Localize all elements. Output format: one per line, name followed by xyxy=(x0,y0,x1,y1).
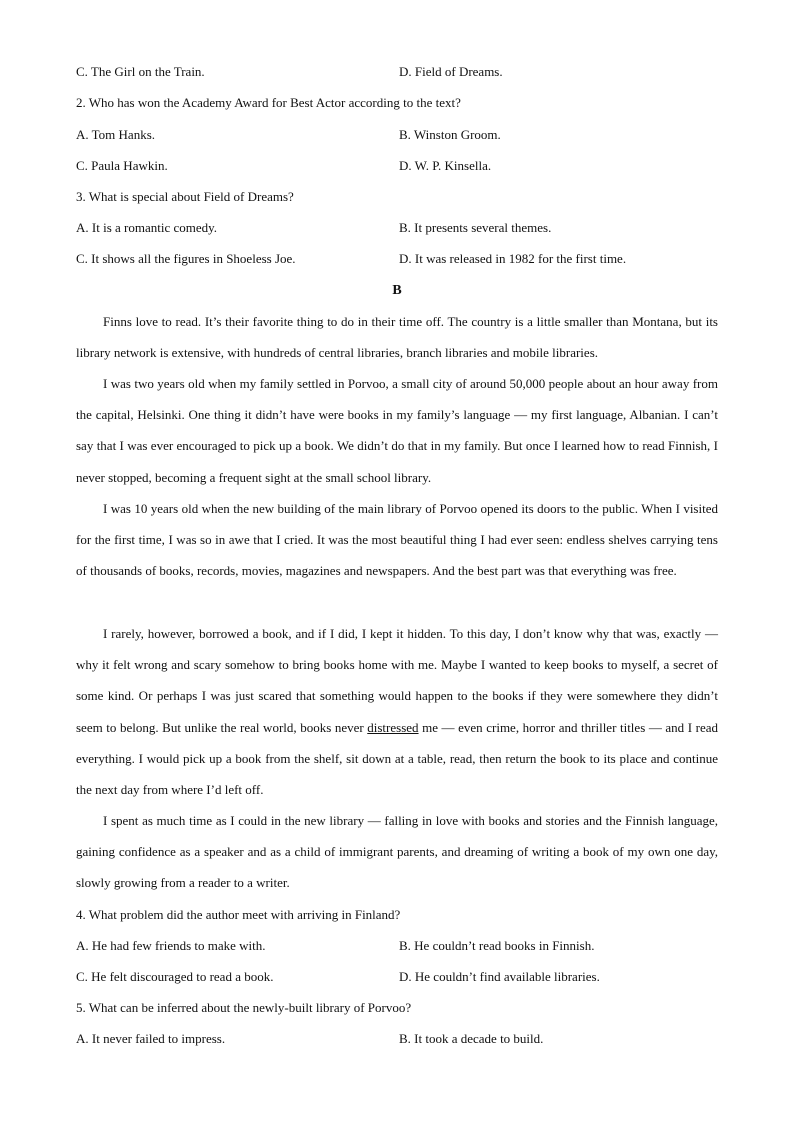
paragraph-1 xyxy=(76,306,718,368)
q3-option-b: B. It presents several themes. xyxy=(399,220,552,235)
q4-option-a: A. He had few friends to make with. xyxy=(76,938,266,953)
question-4: 4. What problem did the author meet with arriving in Finland? xyxy=(76,907,401,922)
question-5: 5. What can be inferred about the newly-built library of Porvoo? xyxy=(76,1000,412,1015)
q2-option-b: B. Winston Groom. xyxy=(399,127,501,142)
q3-option-a: A. It is a romantic comedy. xyxy=(76,220,218,235)
q5-option-b: B. It took a decade to build. xyxy=(399,1031,544,1046)
q3-option-d: D. It was released in 1982 for the first time. xyxy=(399,251,627,266)
paragraph-3 xyxy=(76,493,718,587)
paragraph-2-text: I was two years old when my family settled in Porvoo, a small city of around 50,000 people about an hour away from the capital, Helsinki. One thing it didn’t have were books in my family’s language — my first language, Albanian. I can’t say that I was ever encouraged to pick up a book. We didn’t do that in my family. But once I learned how to read Finnish, I never stopped, becoming a frequent sight at the small school library. xyxy=(76,376,718,485)
paragraph-1-text: Finns love to read. It’s their favorite thing to do in their time off. The country is a little smaller than Montana, but its library network is extensive, with hundreds of central libraries, branch libraries and mobile libraries. xyxy=(76,314,718,361)
paragraph-4-text-end: me — even crime, horror and thriller titles — and I read everything. I would pick up a book from the shelf, sit down at a table, read, then return the book to its place and continue the next day from where I’d left off. xyxy=(76,719,718,798)
paragraph-4 xyxy=(76,618,718,805)
q4-option-b: B. He couldn’t read books in Finnish. xyxy=(399,938,595,953)
q1-option-d: D. Field of Dreams. xyxy=(399,64,503,79)
q4-option-d: D. He couldn’t find available libraries. xyxy=(399,969,600,984)
q3-option-c: C. It shows all the figures in Shoeless Joe. xyxy=(76,251,296,266)
question-2: 2. Who has won the Academy Award for Best Actor according to the text? xyxy=(76,95,461,110)
question-3: 3. What is special about Field of Dreams? xyxy=(76,189,294,204)
section-title: B xyxy=(392,283,402,298)
paragraph-3-text: I was 10 years old when the new building of the main library of Porvoo opened its doors to the public. When I visited for the first time, I was so in awe that I cried. It was the most beautiful thing I had ever seen: endless shelves carrying tens of thousands of books, records, movies, magazines and newspapers. And the best part was that everything was free. xyxy=(76,501,718,579)
underlined-word: distressed xyxy=(367,719,419,735)
q1-option-c: C. The Girl on the Train. xyxy=(76,64,205,79)
paragraph-5 xyxy=(76,805,718,899)
q2-option-c: C. Paula Hawkin. xyxy=(76,158,168,173)
q2-option-d: D. W. P. Kinsella. xyxy=(399,158,492,173)
paragraph-4-text-start: I rarely, however, borrowed a book, and if I did, I kept it hidden. To this day, I don’t know why that was, exactly — why it felt wrong and scary somehow to bring books home with me. Maybe I wanted to keep books to myself, a secret of some kind. Or perhaps I was just scared that something would happen to the books if they were somewhere they didn’t seem to belong. But unlike the real world, books never xyxy=(76,626,718,735)
q2-option-a: A. Tom Hanks. xyxy=(76,127,156,142)
paragraph-5-text: I spent as much time as I could in the new library — falling in love with books and stories and the Finnish language, gaining confidence as a speaker and as a child of immigrant parents, and dreaming of writing a book of my own one day, slowly growing from a reader to a writer. xyxy=(76,813,718,891)
q5-option-a: A. It never failed to impress. xyxy=(76,1031,226,1046)
q4-option-c: C. He felt discouraged to read a book. xyxy=(76,969,274,984)
paragraph-2 xyxy=(76,368,718,493)
